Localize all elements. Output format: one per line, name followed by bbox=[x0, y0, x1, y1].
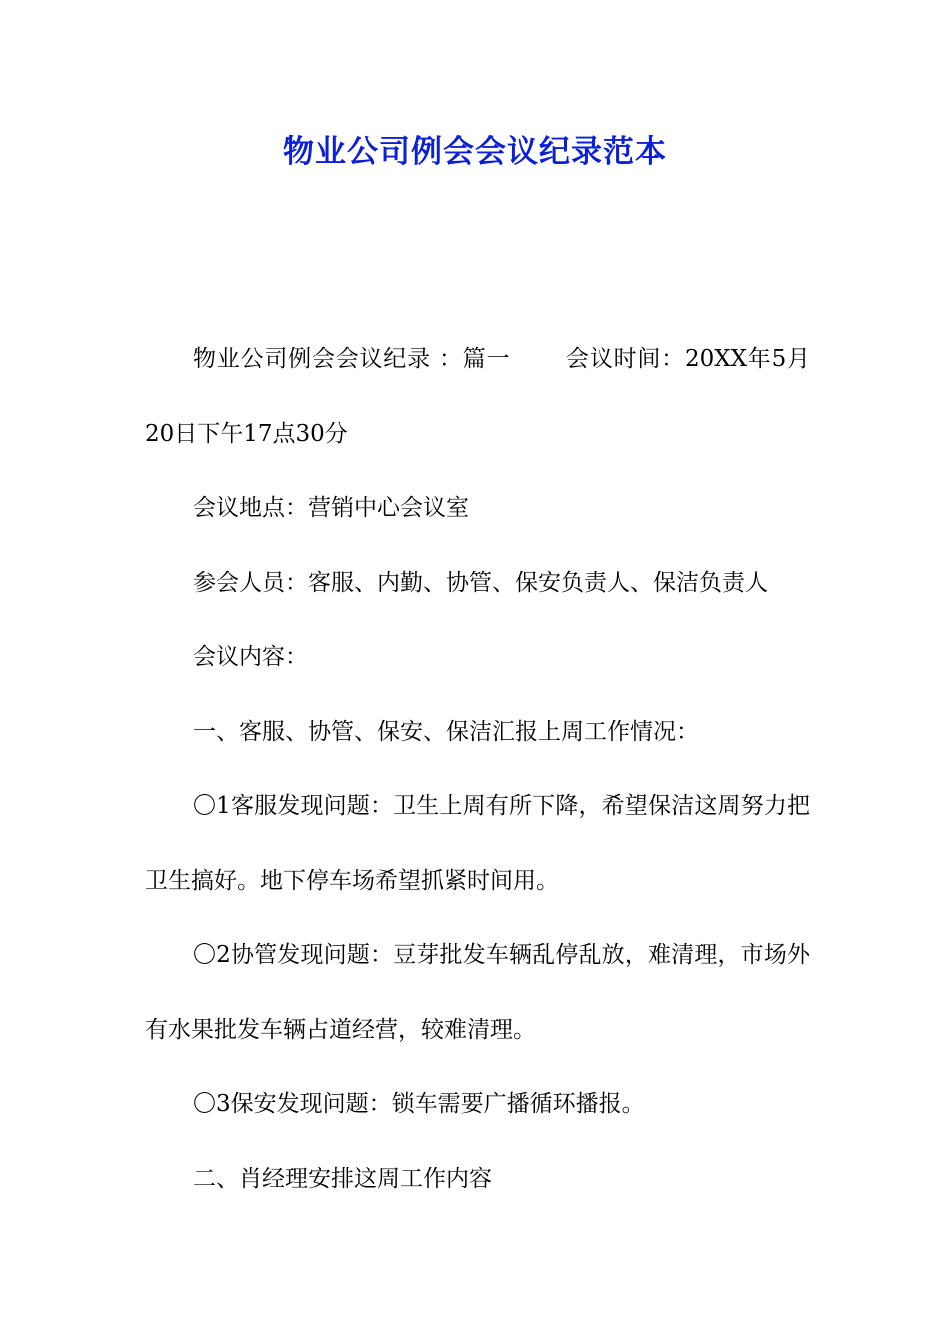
meeting-content-heading: 会议内容： bbox=[193, 644, 308, 670]
section-two-heading: 二、肖经理安排这周工作内容 bbox=[193, 1165, 492, 1192]
attendees-paragraph: 参会人员：客服、内勤、协管、保安负责人、保洁负责人 bbox=[193, 569, 768, 596]
issue-item-1: 〇1客服发现问题：卫生上周有所下降，希望保洁这周努力把卫生搞好。地下停车场希望抓紧时间用。 bbox=[145, 793, 810, 894]
meeting-location-paragraph: 会议地点：营销中心会议室 bbox=[193, 495, 469, 521]
meeting-time-paragraph: 物业公司例会会议纪录 ：篇一 会议时间：20XX年5月20日下午17点30分 bbox=[145, 346, 810, 447]
issue-item-3: 〇3保安发现问题：锁车需要广播循环播报。 bbox=[193, 1091, 645, 1117]
document-body bbox=[145, 322, 810, 1216]
section-one-heading: 一、客服、协管、保安、保洁汇报上周工作情况： bbox=[193, 718, 699, 745]
issue-item-2: 〇2协管发现问题：豆芽批发车辆乱停乱放，难清理，市场外有水果批发车辆占道经营，较难清理。 bbox=[145, 942, 810, 1043]
document-title: 物业公司例会会议纪录范本 bbox=[283, 134, 667, 170]
